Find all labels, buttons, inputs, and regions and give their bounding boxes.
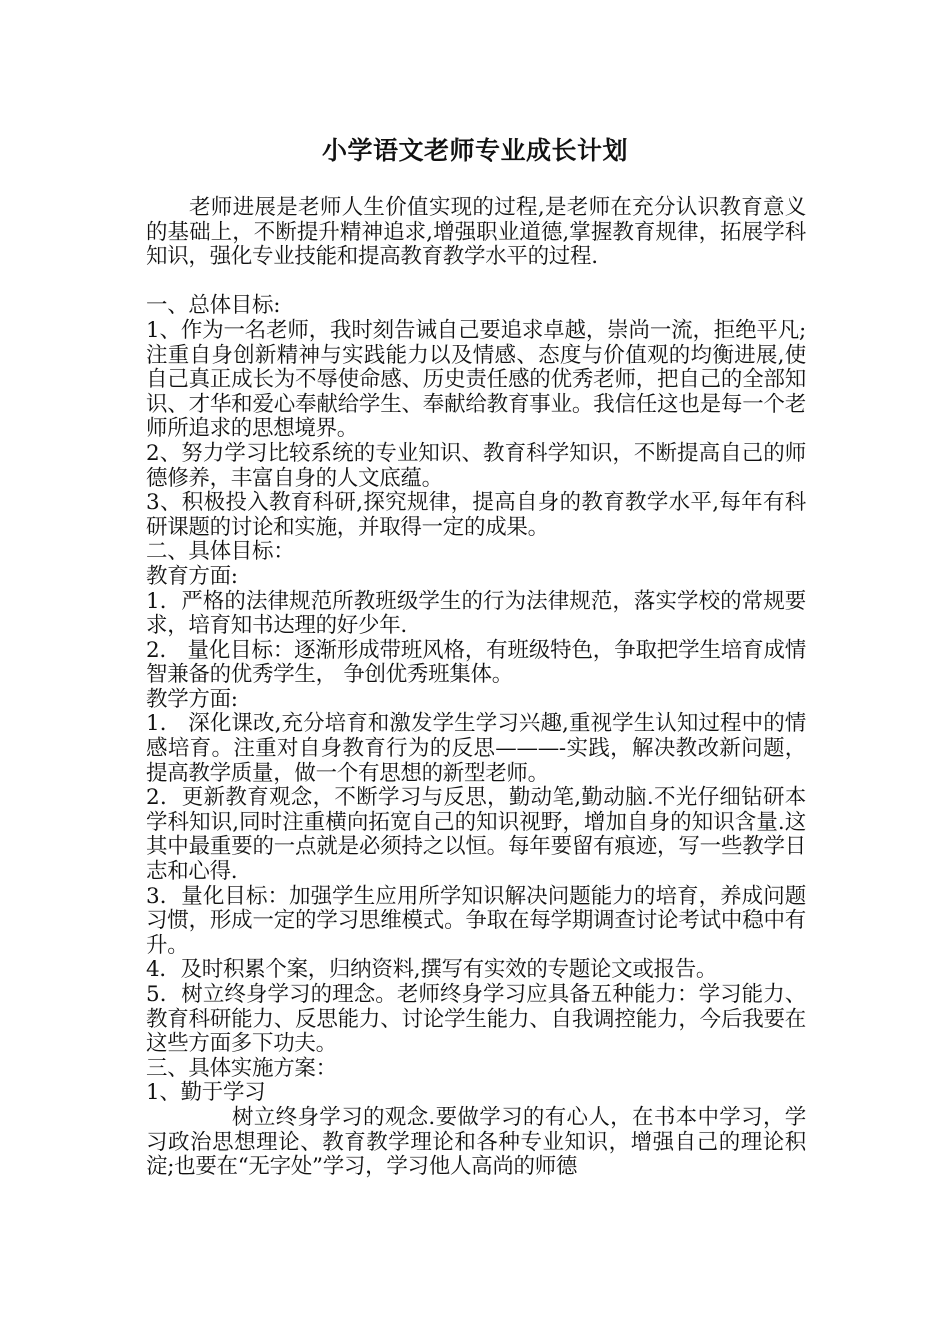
- document-title: 小学语文老师专业成长计划: [321, 136, 628, 165]
- teaching-item-4: 4．及时积累个案，归纳资料,撰写有实效的专题论文或报告。: [146, 957, 718, 983]
- subheading-education: 教育方面:: [146, 563, 238, 589]
- section-heading-specific-goals: 二、具体目标：: [146, 539, 295, 565]
- teaching-item-3: 3．量化目标：加强学生应用所学知识解决问题能力的培育，养成问题习惯，形成一定的学习思维模式。争取在每学期调查讨论考试中稳中有升。: [146, 883, 806, 958]
- teaching-item-2: 2．更新教育观念，不断学习与反思，勤动笔,勤动脑.不光仔细钻研本学科知识,同时注重横向拓宽自己的知识视野，增加自身的知识含量.这其中最重要的一点就是必须持之以恒。每年要留有痕迹，写一些教学日志和心得.: [146, 785, 806, 885]
- section-heading-overall-goals: 一、总体目标:: [146, 293, 281, 319]
- implementation-paragraph-1: 树立终身学习的观念.要做学习的有心人，在书本中学习，学习政治思想理论、教育教学理论和各种专业知识，增强自己的理论积淀;也要在“无字处”学习，学习他人高尚的师德: [146, 1104, 806, 1180]
- blank-line: [146, 270, 806, 295]
- teaching-item-5: 5．树立终身学习的理念。老师终身学习应具备五种能力：学习能力、教育科研能力、反思能力、讨论学生能力、自我调控能力，今后我要在这些方面多下功夫。: [146, 982, 806, 1057]
- section-heading-implementation: 三、具体实施方案：: [146, 1055, 337, 1081]
- document-body: [146, 196, 806, 1180]
- implementation-subheading-1: 1、勤于学习: [146, 1080, 266, 1106]
- education-item-1: 1．严格的法律规范所教班级学生的行为法律规范，落实学校的常规要求，培育知书达理的好少年.: [146, 588, 806, 639]
- education-item-2: 2． 量化目标：逐渐形成带班风格，有班级特色，争取把学生培育成情智兼备的优秀学生， 争创优秀班集体。: [146, 637, 806, 688]
- teaching-item-1: 1． 深化课改,充分培育和激发学生学习兴趣,重视学生认知过程中的情感培育。注重对自身教育行为的反思———-实践，解决教改新问题，提高教学质量，做一个有思想的新型老师。: [146, 711, 806, 786]
- overall-goal-1: 1、作为一名老师，我时刻告诫自己要追求卓越，崇尚一流，拒绝平凡;注重自身创新精神与实践能力以及情感、态度与价值观的均衡进展,使自己真正成长为不辱使命感、历史责任感的优秀老师，把自己的全部知识、才华和爱心奉献给学生、奉献给教育事业。我信任这也是每一个老师所追求的思想境界。: [146, 317, 806, 442]
- subheading-teaching: 教学方面:: [146, 686, 238, 712]
- overall-goal-3: 3、积极投入教育科研,探究规律，提高自身的教育教学水平,每年有科研课题的讨论和实施，并取得一定的成果。: [146, 490, 806, 540]
- overall-goal-2: 2、努力学习比较系统的专业知识、教育科学知识，不断提高自己的师德修养，丰富自身的人文底蕴。: [146, 440, 806, 491]
- intro-paragraph: 老师进展是老师人生价值实现的过程,是老师在充分认识教育意义的基础上，不断提升精神追求,增强职业道德,掌握教育规律，拓展学科知识，强化专业技能和提高教育教学水平的过程.: [146, 195, 806, 270]
